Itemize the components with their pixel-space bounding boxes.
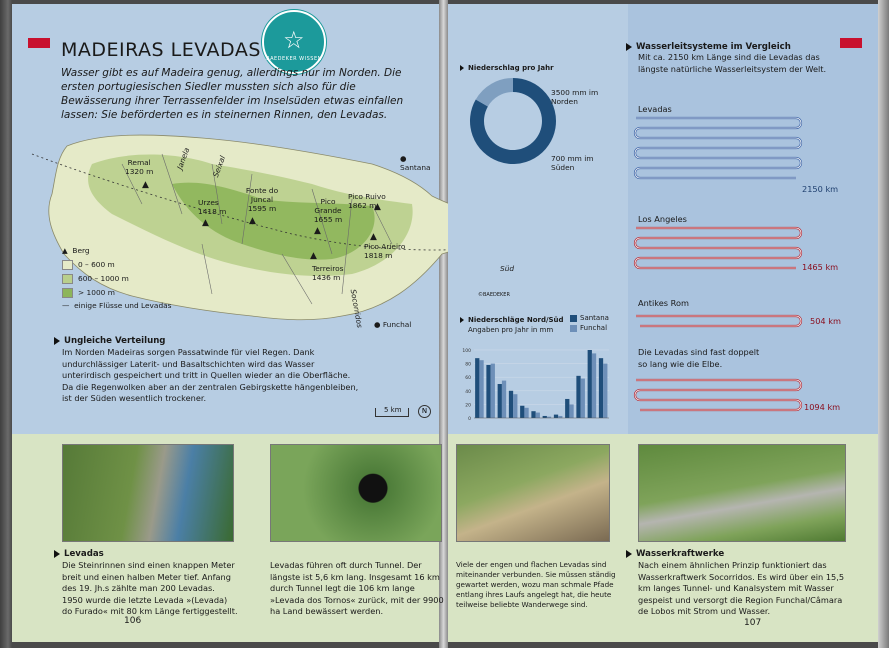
peak-label-pico-arieiro: Pico Arieiro 1818 m bbox=[364, 242, 406, 260]
arrow-icon bbox=[460, 317, 464, 323]
peak-label-urzes: Urzes 1418 m bbox=[198, 198, 227, 216]
bar-santana bbox=[554, 415, 558, 418]
caption-levadas: Die Steinrinnen sind einen knappen Meter breit und einen halben Meter tief. Anfang des 19. Jh.s zählte man 200 Levadas. 1950 wurde die letzte Levada »(Levada) do Furado« mit 80 km Länge fertiggestellt. bbox=[62, 560, 238, 616]
bar-funchal bbox=[513, 394, 517, 418]
pipe-highlight bbox=[635, 380, 801, 410]
peak-marker: ▲ bbox=[142, 180, 149, 190]
bar-santana bbox=[531, 411, 535, 418]
legend-swatch-mid bbox=[62, 274, 73, 284]
compare-name-levadas: Levadas bbox=[638, 104, 672, 114]
scale-label: 5 km bbox=[384, 406, 402, 414]
legend-swatch-high bbox=[62, 288, 73, 298]
legend-swatch-low bbox=[62, 260, 73, 270]
bar-santana bbox=[565, 399, 569, 418]
page-number-right: 107 bbox=[744, 618, 762, 628]
arrow-icon bbox=[460, 65, 464, 71]
caption-heading-levadas: Levadas bbox=[54, 549, 104, 559]
levada-network-illustration bbox=[456, 444, 610, 542]
bar-funchal bbox=[479, 360, 483, 418]
peak-marker: ▲ bbox=[202, 218, 209, 228]
legend-low: 0 – 600 m bbox=[78, 260, 115, 269]
star-icon: ☆ bbox=[283, 26, 305, 54]
y-tick-label: 0 bbox=[468, 417, 471, 422]
peak-label-terreiros: Terreiros 1436 m bbox=[312, 264, 344, 282]
intro-text: Wasser gibt es auf Madeira genug, allerdings nur im Norden. Die ersten portugiesischen Siedler mussten sich also für die Bewässerung ihrer Terrassenfelder im Inselsüden etwas einfallen lassen: Sie beförderten es in steinernen Rinnen, den Levadas. bbox=[61, 67, 404, 121]
peak-marker: ▲ bbox=[374, 202, 381, 212]
bar-santana bbox=[520, 406, 524, 418]
badge-text: BAEDEKER WISSEN bbox=[266, 56, 322, 62]
legend-swatch-funchal bbox=[570, 325, 577, 332]
bar-santana bbox=[543, 416, 547, 418]
caption-network: Viele der engen und flachen Levadas sind miteinander verbunden. Sie müssen ständig gewartet werden, wozu man schmale Pfade entlang ihres Laufs angelegt hat, die heute teilweise beliebte Wanderwege sind. bbox=[456, 560, 616, 609]
north-arrow-icon: N bbox=[418, 405, 431, 418]
arrow-icon bbox=[626, 550, 632, 558]
page-edge bbox=[878, 0, 889, 648]
levada-photo bbox=[62, 444, 234, 542]
left-page bbox=[12, 4, 444, 642]
bar-chart-title: Niederschläge Nord/Süd bbox=[460, 316, 564, 324]
page-title: MADEIRAS LEVADAS bbox=[61, 39, 261, 61]
precipitation-bar-chart bbox=[456, 344, 616, 424]
bar-funchal bbox=[603, 364, 607, 418]
bar-santana bbox=[576, 376, 580, 418]
bar-funchal bbox=[536, 413, 540, 418]
arrow-icon bbox=[54, 337, 60, 345]
baedeker-credit: ©BAEDEKER bbox=[478, 292, 510, 298]
bar-funchal bbox=[524, 408, 528, 418]
caption-power-plant: Nach einem ähnlichen Prinzip funktioniert das Wasserkraftwerk Socorridos. Es wird über ein 15,5 km langes Tunnel- und Kanalsystem mit Wasser gespeist und versorgt die Region Funchal/Câmara de Lobos mit Strom und Wasser. bbox=[638, 560, 845, 616]
baedeker-badge bbox=[262, 10, 326, 74]
legend-funchal: Funchal bbox=[580, 324, 608, 332]
bar-funchal bbox=[569, 404, 573, 418]
town-label-funchal: ● Funchal bbox=[374, 320, 412, 329]
compare-value-levadas: 2150 km bbox=[802, 184, 839, 194]
bar-funchal bbox=[558, 416, 562, 418]
bar-santana bbox=[599, 358, 603, 418]
compare-text: Mit ca. 2150 km Länge sind die Levadas das längste natürliche Wasserleitsystem der Welt. bbox=[638, 52, 827, 74]
pipe-line bbox=[635, 380, 801, 410]
peak-label-pico-grande: Pico Grande 1655 m bbox=[313, 197, 343, 224]
bar-funchal bbox=[502, 381, 506, 418]
bar-funchal bbox=[581, 379, 585, 418]
pipe-levadas bbox=[636, 114, 806, 188]
section-text: Im Norden Madeiras sorgen Passatwinde für viel Regen. Dank undurchlässiger Laterit- und Basaltschichten wird das Wasser unterirdisch gespeichert und tritt in Quellen wieder an die Oberfläche. Da die Regenwolken aber an der zentralen Gebirgskette hängenbleiben, ist der Süden wesentlich trockener. bbox=[62, 347, 359, 403]
bar-santana bbox=[509, 391, 513, 418]
bar-santana bbox=[498, 384, 502, 418]
legend-swatch-santana bbox=[570, 315, 577, 322]
tunnel-photo bbox=[270, 444, 442, 542]
page-number-left: 106 bbox=[124, 616, 142, 626]
power-plant-illustration bbox=[638, 444, 846, 542]
town-label-santana: ● Santana bbox=[400, 154, 431, 172]
compare-name-rom: Antikes Rom bbox=[638, 298, 689, 308]
bar-funchal bbox=[592, 353, 596, 418]
pipe-elbe bbox=[636, 376, 806, 420]
donut-label-north: 3500 mm im Norden bbox=[551, 88, 599, 106]
legend-berg: ▲ Berg bbox=[62, 246, 90, 255]
donut-label-south: 700 mm im Süden bbox=[551, 154, 594, 172]
bar-santana bbox=[475, 358, 479, 418]
bar-chart-subtitle: Angaben pro Jahr in mm bbox=[468, 326, 554, 334]
right-page bbox=[448, 4, 878, 642]
pipe-rom bbox=[636, 312, 806, 336]
river-label-janela: Janela bbox=[175, 146, 192, 171]
section-heading: Ungleiche Verteilung bbox=[54, 336, 165, 346]
compare-value-los-angeles: 1465 km bbox=[802, 262, 839, 272]
compare-value-elbe: 1094 km bbox=[804, 402, 841, 412]
y-tick-label: 100 bbox=[462, 349, 471, 354]
red-marker bbox=[840, 38, 862, 48]
legend-rivers: — einige Flüsse und Levadas bbox=[62, 301, 172, 310]
compare-name-los-angeles: Los Angeles bbox=[638, 214, 687, 224]
book-gutter bbox=[439, 0, 448, 648]
peak-marker: ▲ bbox=[310, 251, 317, 261]
peak-marker: ▲ bbox=[370, 232, 377, 242]
y-tick-label: 60 bbox=[465, 376, 471, 382]
pipe-line bbox=[636, 316, 801, 326]
pipe-highlight bbox=[636, 316, 801, 326]
compare-value-rom: 504 km bbox=[810, 316, 841, 326]
bar-funchal bbox=[491, 364, 495, 418]
compare-heading: Wasserleitsysteme im Vergleich bbox=[626, 42, 791, 52]
pipe-los-angeles bbox=[636, 224, 806, 278]
y-tick-label: 40 bbox=[465, 389, 471, 395]
peak-marker: ▲ bbox=[314, 226, 321, 236]
bar-santana bbox=[486, 365, 490, 418]
arrow-icon bbox=[626, 43, 632, 51]
peak-label-remal: Remal 1320 m bbox=[125, 158, 154, 176]
y-tick-label: 20 bbox=[465, 403, 471, 409]
compare-name-elbe: Die Levadas sind fast doppelt so lang wie die Elbe. bbox=[638, 347, 760, 369]
legend-santana: Santana bbox=[580, 314, 609, 322]
river-label-seixal: Seixal bbox=[211, 154, 228, 179]
legend-high: > 1000 m bbox=[78, 288, 115, 297]
precipitation-donut bbox=[468, 76, 558, 166]
arrow-icon bbox=[54, 550, 60, 558]
y-tick-label: 80 bbox=[465, 362, 471, 368]
legend-mid: 600 – 1000 m bbox=[78, 274, 129, 283]
bar-santana bbox=[588, 350, 592, 418]
red-marker bbox=[28, 38, 50, 48]
donut-slice-süden bbox=[482, 85, 513, 103]
pipe-highlight bbox=[635, 228, 801, 268]
caption-tunnel: Levadas führen oft durch Tunnel. Der längste ist 5,6 km lang. Insgesamt 16 km durch Tunnel legt die 106 km lange »Levada dos Tornos« zurück, mit der 9900 ha Land bewässert werden. bbox=[270, 560, 444, 616]
peak-label-fonte: Fonte do Juncal 1595 m bbox=[245, 186, 279, 213]
peak-label-pico-ruivo: Pico Ruivo 1862 m bbox=[348, 192, 386, 210]
donut-title: Niederschlag pro Jahr bbox=[460, 64, 554, 72]
river-label-socorridos: Socorridos bbox=[348, 288, 365, 329]
caption-heading-wasserkraftwerke: Wasserkraftwerke bbox=[626, 549, 724, 559]
peak-marker: ▲ bbox=[249, 216, 256, 226]
label-sued: Süd bbox=[500, 264, 515, 273]
